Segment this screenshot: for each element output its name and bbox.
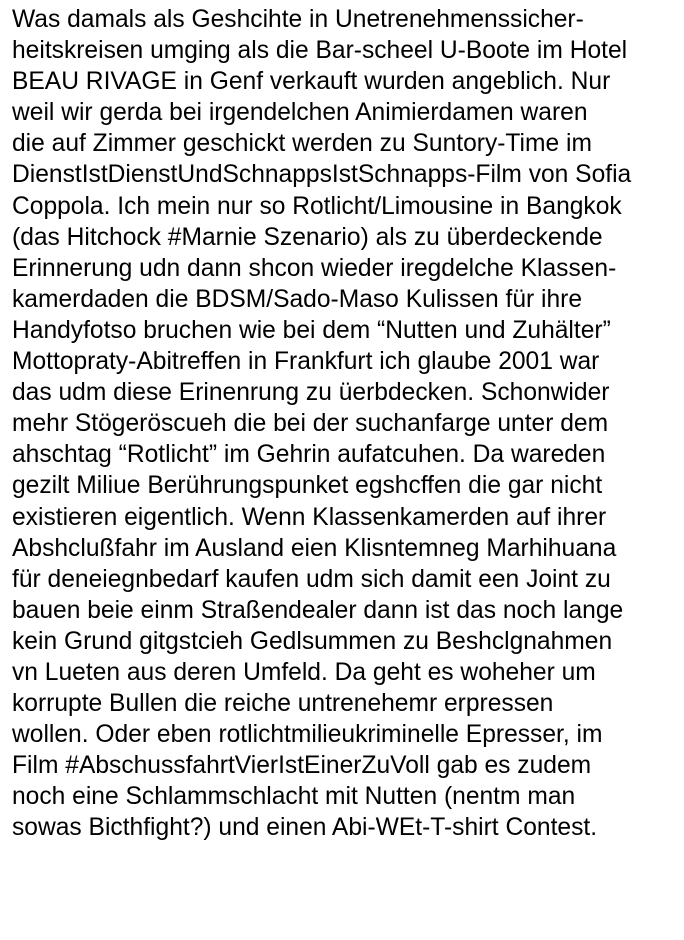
text-line: noch eine Schlammschlacht mit Nutten (nentm man [12,783,576,811]
text-line: ahschtag “Rotlicht” im Gehrin aufatcuhen. Da wareden [12,441,606,469]
text-line: Coppola. Ich mein nur so Rotlicht/Limousine in Bangkok [12,192,622,220]
text-line: bauen beie einm Straßendealer dann ist das noch lange [12,596,624,624]
text-line: Erinnerung udn dann shcon wieder iregdelche Klassen- [12,254,617,282]
text-line: mehr Stögeröscueh die bei der suchanfarge unter dem [12,410,609,438]
text-line: Handyfotso bruchen wie bei dem “Nutten und Zuhälter” [12,316,611,344]
text-line: Mottopraty-Abitreffen in Frankfurt ich glaube 2001 war [12,348,600,376]
text-line: für deneiegnbedarf kaufen udm sich damit een Joint zu [12,565,611,593]
text-line: DienstIstDienstUndSchnappsIstSchnapps-Film von Sofia [12,161,632,189]
text-line: vn Lueten aus deren Umfeld. Da geht es woheher um [12,658,596,686]
text-line: BEAU RIVAGE in Genf verkauft wurden angeblich. Nur [12,68,611,96]
text-line: (das Hitchock #Marnie Szenario) als zu überdeckende [12,223,603,251]
text-line: wollen. Oder eben rotlichtmilieukriminelle Epresser, im [12,721,603,749]
text-line: Was damals als Geshcihte in Unetrenehmenssicher- [12,6,584,33]
text-line: kein Grund gitgstcieh Gedlsummen zu Beshclgnahmen [12,627,613,655]
text-line: weil wir gerda bei irgendelchen Animierdamen waren [12,99,588,127]
text-line: korrupte Bullen die reiche untrenehemr erpressen [12,690,554,718]
text-line: Abshcl​ußfahr im Ausland eien Klisntemneg Marhihuana [12,534,617,562]
text-line: existieren eigentlich. Wenn Klassenkamerden auf ihrer [12,503,607,531]
text-line: das udm diese Erinenrung zu üerbdecken. Schonwider [12,379,610,407]
text-line: kamerdaden die BDSM/Sado-Maso Kulissen für ihre [12,285,583,313]
document-text [12,4,680,844]
text-line: die auf Zimmer geschickt werden zu Suntory-Time im [12,130,592,158]
text-line: heitskreisen umging als die Bar-scheel U-Boote im Hotel [12,37,628,65]
text-line: gezilt Miliue Berührungspunket egshcffen die gar nicht [12,472,603,500]
text-line: Film #AbschussfahrtVierIstEinerZuVoll gab es zudem [12,752,592,780]
text-line: sowas Bicthfight?) und einen Abi-WEt-T-shirt Contest. [12,814,598,842]
